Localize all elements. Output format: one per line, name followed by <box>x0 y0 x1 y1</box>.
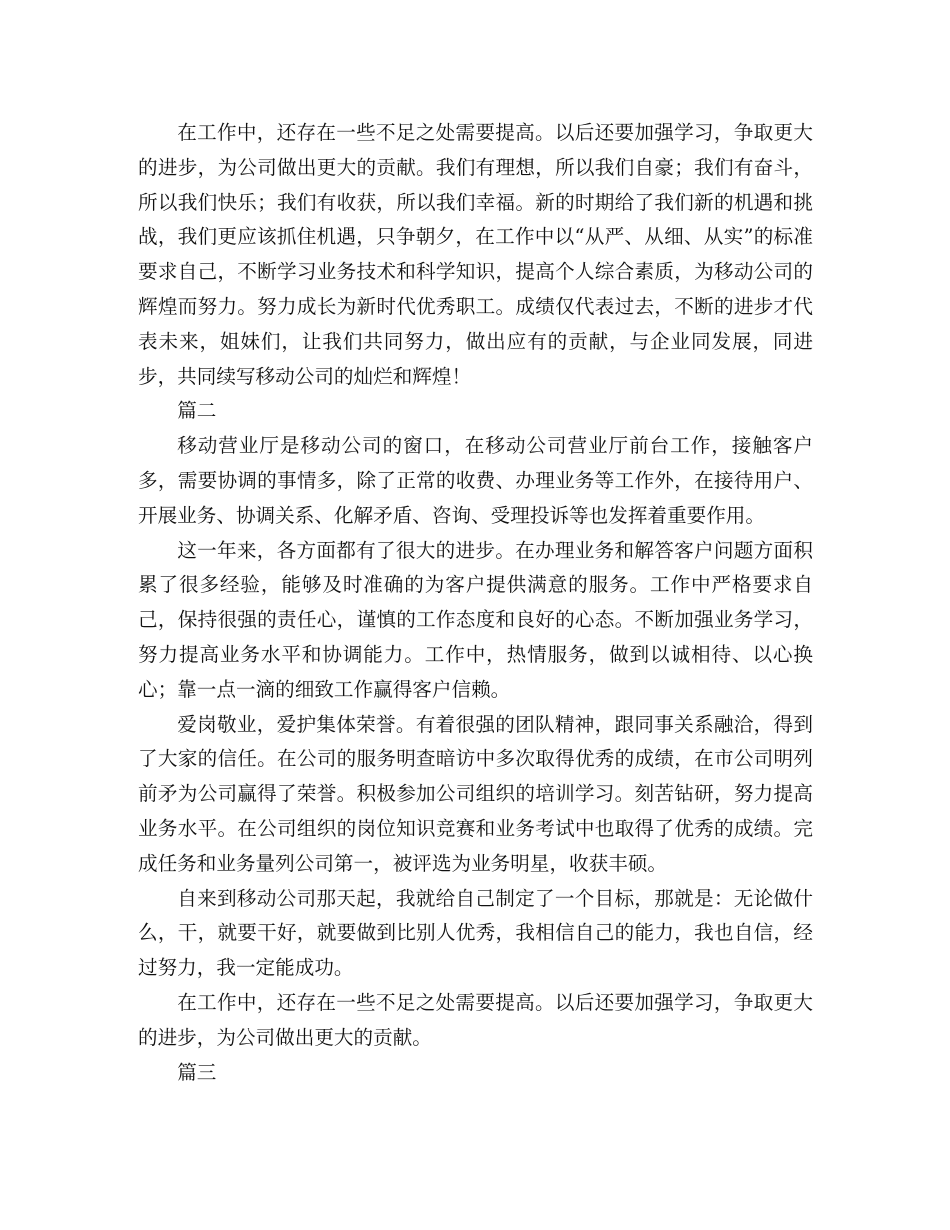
paragraph-improvement: 在工作中，还存在一些不足之处需要提高。以后还要加强学习，争取更大的进步，为公司做出更大的贡献。 <box>138 990 813 1049</box>
paragraph-dedication-honor: 爱岗敬业，爱护集体荣誉。有着很强的团队精神，跟同事关系融洽，得到了大家的信任。在公司的服务明查暗访中多次取得优秀的成绩，在市公司明列前矛为公司赢得了荣誉。积极参加公司组织的培训学习。刻苦钻研，努力提高业务水平。在公司组织的岗位知识竞赛和业务考试中也取得了优秀的成绩。完成任务和业务量列公司第一，被评选为业务明星，收获丰硕。 <box>138 712 813 875</box>
paragraph-business-hall-intro: 移动营业厅是移动公司的窗口，在移动公司营业厅前台工作，接触客户多，需要协调的事情多，除了正常的收费、办理业务等工作外，在接待用户、开展业务、协调关系、化解矛盾、咨询、受理投诉等也发挥着重要作用。 <box>138 434 813 527</box>
document-body <box>138 116 813 1090</box>
paragraph-closing-section-one: 在工作中，还存在一些不足之处需要提高。以后还要加强学习，争取更大的进步，为公司做出更大的贡献。我们有理想，所以我们自豪；我们有奋斗，所以我们快乐；我们有收获，所以我们幸福。新的时期给了我们新的机遇和挑战，我们更应该抓住机遇，只争朝夕，在工作中以“从严、从细、从实”的标准要求自己，不断学习业务技术和科学知识，提高个人综合素质，为移动公司的辉煌而努力。努力成长为新时代优秀职工。成绩仅代表过去，不断的进步才代表未来，姐妹们，让我们共同努力，做出应有的贡献，与企业同发展，同进步，共同续写移动公司的灿烂和辉煌！ <box>138 121 813 388</box>
paragraph-yearly-progress: 这一年来，各方面都有了很大的进步。在办理业务和解答客户问题方面积累了很多经验，能够及时准确的为客户提供满意的服务。工作中严格要求自己，保持很强的责任心，谨慎的工作态度和良好的心态。不断加强业务学习，努力提高业务水平和协调能力。工作中，热情服务，做到以诚相待、以心换心；靠一点一滴的细致工作赢得客户信赖。 <box>138 538 813 701</box>
section-heading-part-three: 篇三 <box>177 1060 217 1084</box>
section-heading-part-two: 篇二 <box>177 399 217 423</box>
paragraph-personal-goal: 自来到移动公司那天起，我就给自己制定了一个目标，那就是：无论做什么，干，就要干好，就要做到比别人优秀，我相信自己的能力，我也自信，经过努力，我一定能成功。 <box>138 886 813 980</box>
